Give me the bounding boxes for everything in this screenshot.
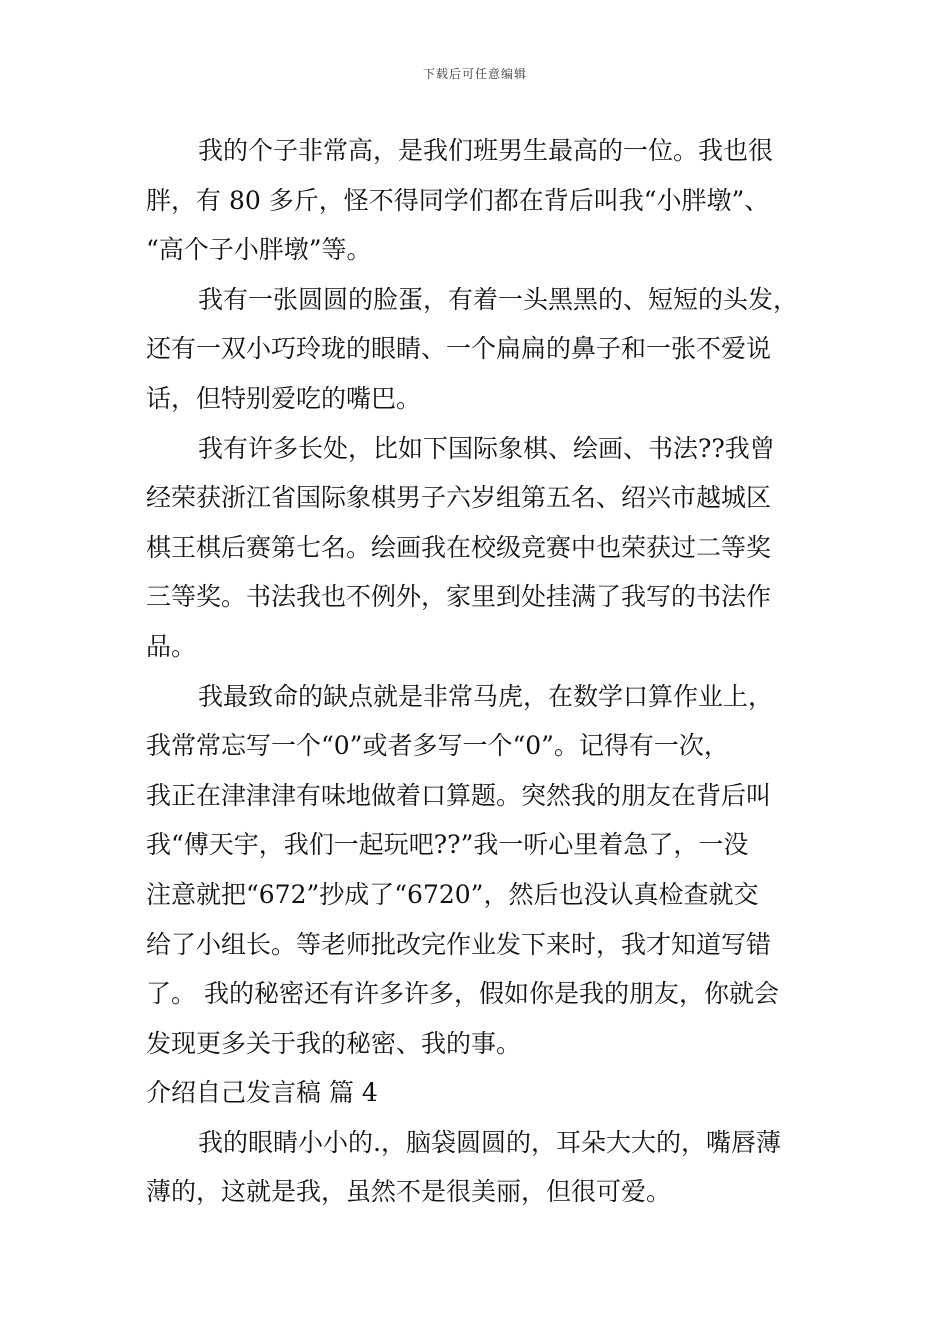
page-header: 下载后可任意编辑 (422, 67, 527, 81)
document-body (146, 126, 826, 1217)
text-line: 注意就把“672”抄成了“6720”，然后也没认真检查就交 (146, 879, 759, 909)
text-line: 胖，有 80 多斤，怪不得同学们都在背后叫我“小胖墩”、 (146, 185, 770, 215)
text-line: 我的个子非常高，是我们班男生最高的一位。我也很 (198, 136, 774, 165)
text-line: 话，但特别爱吃的嘴巴。 (146, 383, 422, 413)
text-line: 我最致命的缺点就是非常马虎，在数学口算作业上， (198, 681, 774, 711)
text-line: 经荣获浙江省国际象棋男子六岁组第五名、绍兴市越城区 (146, 483, 772, 513)
text-line: 给了小组长。等老师批改完作业发下来时，我才知道写错 (146, 929, 772, 959)
text-line: 我正在津津津有味地做着口算题。突然我的朋友在背后叫 (146, 780, 772, 810)
text-line: 品。 (146, 631, 197, 661)
text-line: “高个子小胖墩”等。 (146, 235, 372, 265)
text-line: 我有许多长处，比如下国际象棋、绘画、书法??我曾 (198, 433, 775, 463)
text-line: 还有一双小巧玲珑的眼睛、一个扁扁的鼻子和一张不爱说 (146, 334, 772, 364)
text-line: 发现更多关于我的秘密、我的事。 (146, 1028, 522, 1058)
text-line: 我有一张圆圆的脸蛋，有着一头黑黑的、短短的头发， (198, 284, 799, 314)
text-line: 我“傅天宇，我们一起玩吧??”我一听心里着急了，一没 (146, 830, 749, 860)
text-line: 我常常忘写一个“0”或者多写一个“0”。记得有一次， (146, 731, 729, 761)
section-heading: 介绍自己发言稿 篇 4 (146, 1078, 378, 1108)
text-line: 我的眼睛小小的.，脑袋圆圆的，耳朵大大的，嘴唇薄 (198, 1127, 781, 1157)
text-line: 薄的，这就是我，虽然不是很美丽，但很可爱。 (146, 1177, 672, 1207)
text-line: 了。 我的秘密还有许多许多，假如你是我的朋友，你就会 (146, 979, 779, 1009)
text-line: 三等奖。书法我也不例外，家里到处挂满了我写的书法作 (146, 582, 772, 612)
text-line: 棋王棋后赛第七名。绘画我在校级竞赛中也荣获过二等奖 (146, 532, 772, 562)
